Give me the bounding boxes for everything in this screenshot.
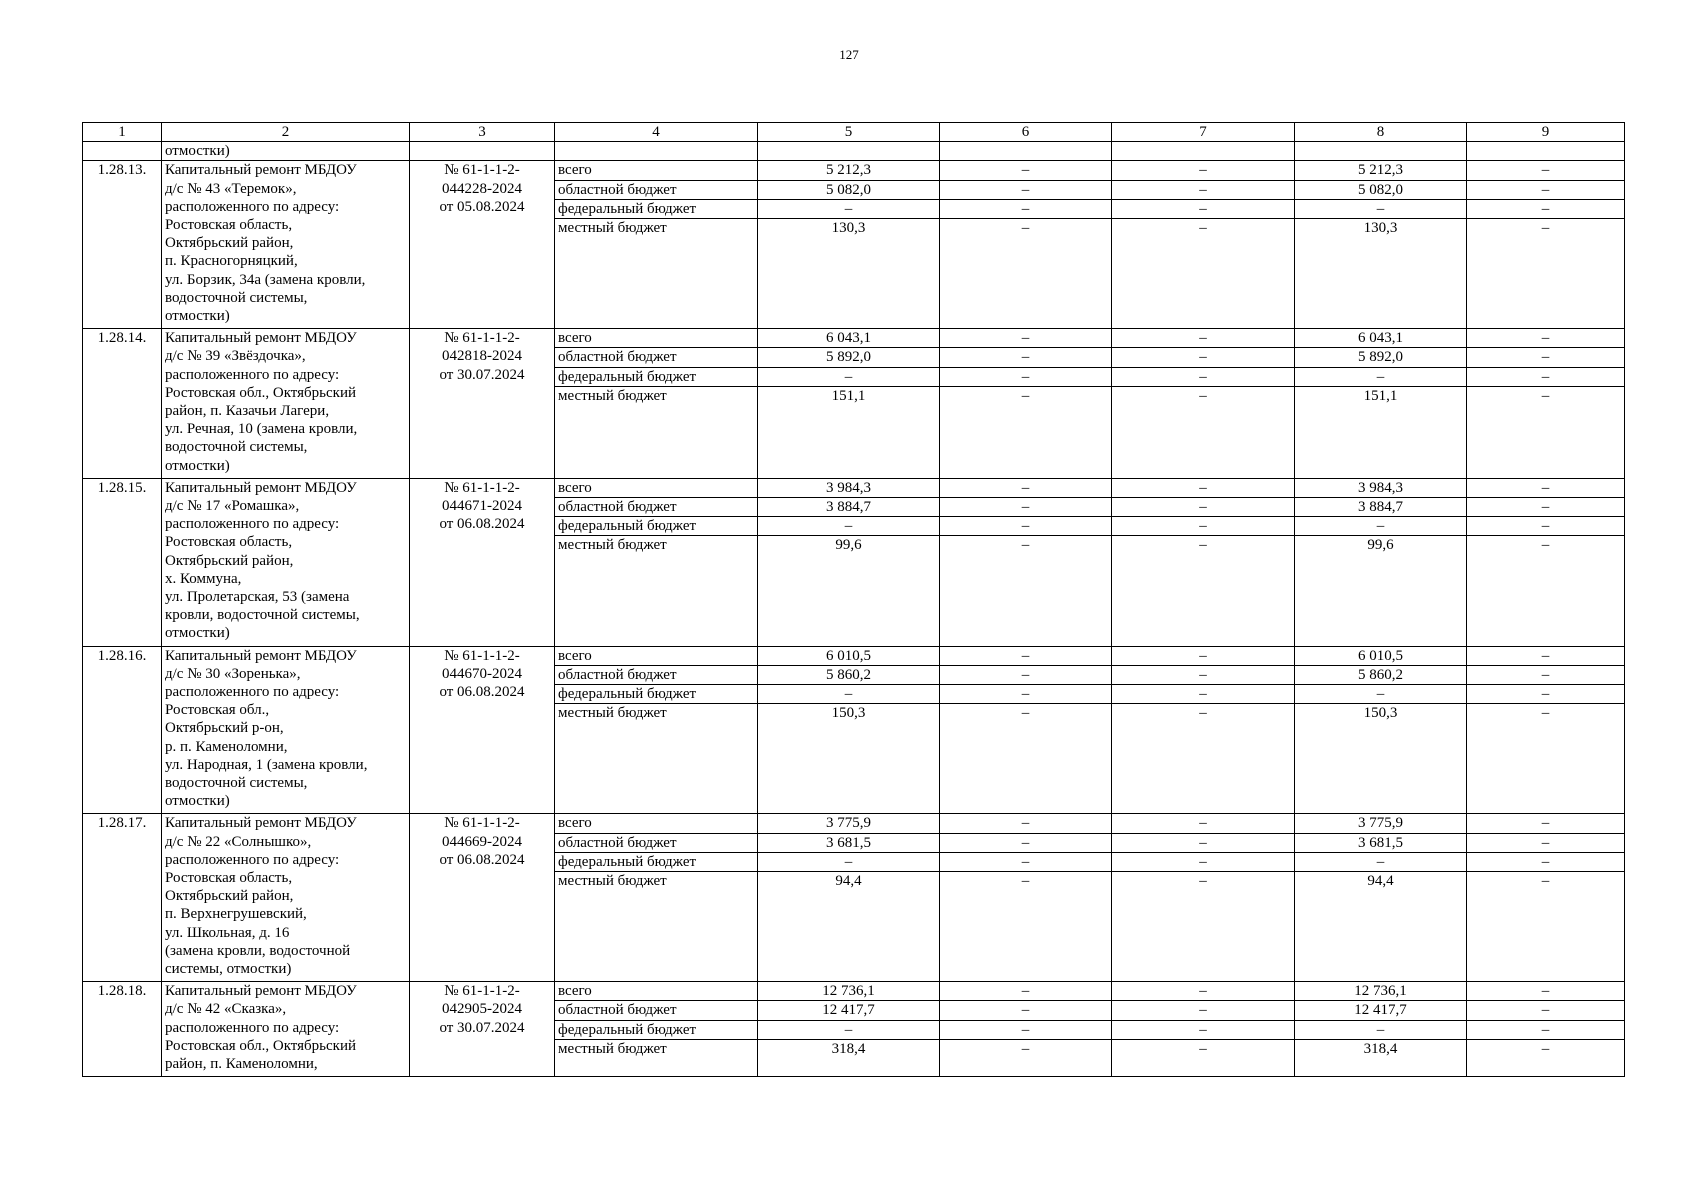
value-cell: 150,3 <box>1295 704 1467 814</box>
value-cell: 5 860,2 <box>1295 665 1467 684</box>
continuation-row <box>83 142 1625 161</box>
header-cell: 2 <box>162 123 410 142</box>
budget-source-cell: местный бюджет <box>555 1039 758 1076</box>
value-cell: – <box>758 852 940 871</box>
header-cell: 7 <box>1112 123 1295 142</box>
value-cell: – <box>1112 478 1295 497</box>
value-cell: – <box>940 386 1112 478</box>
budget-source-cell: федеральный бюджет <box>555 1020 758 1039</box>
budget-source-cell: местный бюджет <box>555 872 758 982</box>
document-cell: № 61-1-1-2- 042818-2024 от 30.07.2024 <box>410 329 555 479</box>
value-cell: – <box>1467 1020 1625 1039</box>
value-cell: – <box>1295 517 1467 536</box>
item-number-cell: 1.28.13. <box>83 161 162 329</box>
value-cell: – <box>940 348 1112 367</box>
value-cell: – <box>940 199 1112 218</box>
value-cell <box>1295 142 1467 161</box>
budget-source-cell: областной бюджет <box>555 498 758 517</box>
value-cell: – <box>1467 161 1625 180</box>
value-cell: – <box>1467 348 1625 367</box>
value-cell: – <box>1112 536 1295 646</box>
value-cell <box>1112 142 1295 161</box>
value-cell: – <box>1112 982 1295 1001</box>
document-cell: № 61-1-1-2- 044670-2024 от 06.08.2024 <box>410 646 555 814</box>
value-cell: – <box>1112 665 1295 684</box>
value-cell: – <box>1112 1001 1295 1020</box>
value-cell: – <box>1467 814 1625 833</box>
value-cell: 3 884,7 <box>1295 498 1467 517</box>
value-cell: – <box>1112 1020 1295 1039</box>
value-cell: 6 010,5 <box>1295 646 1467 665</box>
value-cell: 6 043,1 <box>1295 329 1467 348</box>
value-cell: – <box>940 872 1112 982</box>
value-cell: 5 082,0 <box>758 180 940 199</box>
value-cell <box>1467 142 1625 161</box>
value-cell: – <box>940 1020 1112 1039</box>
table-row <box>83 982 1625 1001</box>
value-cell: – <box>940 852 1112 871</box>
value-cell: – <box>1467 685 1625 704</box>
value-cell: – <box>1112 161 1295 180</box>
value-cell: – <box>940 685 1112 704</box>
value-cell: – <box>940 1001 1112 1020</box>
value-cell: 318,4 <box>1295 1039 1467 1076</box>
value-cell: – <box>1112 219 1295 329</box>
item-description-cell: Капитальный ремонт МБДОУ д/с № 17 «Ромашка», расположенного по адресу: Ростовская область, Октябрьский район, х. Коммуна, ул. Пролетарская, 53 (замена кровли, водосточной системы, отмостки) <box>162 478 410 646</box>
value-cell: 5 892,0 <box>758 348 940 367</box>
value-cell: – <box>940 982 1112 1001</box>
budget-source-cell: местный бюджет <box>555 219 758 329</box>
value-cell: 3 775,9 <box>758 814 940 833</box>
table-row <box>83 646 1625 665</box>
value-cell: – <box>940 517 1112 536</box>
value-cell: – <box>1112 852 1295 871</box>
document-cell <box>410 142 555 161</box>
budget-source-cell: федеральный бюджет <box>555 517 758 536</box>
value-cell: – <box>1295 367 1467 386</box>
value-cell: 5 892,0 <box>1295 348 1467 367</box>
value-cell: 3 984,3 <box>758 478 940 497</box>
value-cell: – <box>940 536 1112 646</box>
value-cell: 3 681,5 <box>758 833 940 852</box>
table-row <box>83 814 1625 833</box>
value-cell: – <box>1467 665 1625 684</box>
value-cell: 3 884,7 <box>758 498 940 517</box>
value-cell: 3 681,5 <box>1295 833 1467 852</box>
table-row <box>83 329 1625 348</box>
value-cell: – <box>940 219 1112 329</box>
value-cell: – <box>1467 1039 1625 1076</box>
value-cell: – <box>1112 199 1295 218</box>
value-cell: – <box>1467 833 1625 852</box>
value-cell: – <box>1467 199 1625 218</box>
document-cell: № 61-1-1-2- 044669-2024 от 06.08.2024 <box>410 814 555 982</box>
value-cell: – <box>940 704 1112 814</box>
header-cell: 9 <box>1467 123 1625 142</box>
value-cell: – <box>1295 1020 1467 1039</box>
header-cell: 3 <box>410 123 555 142</box>
value-cell: 151,1 <box>758 386 940 478</box>
value-cell: – <box>940 665 1112 684</box>
value-cell: 12 736,1 <box>758 982 940 1001</box>
value-cell: – <box>1467 982 1625 1001</box>
document-cell: № 61-1-1-2- 044671-2024 от 06.08.2024 <box>410 478 555 646</box>
value-cell: – <box>1467 367 1625 386</box>
value-cell: 130,3 <box>758 219 940 329</box>
budget-source-cell: областной бюджет <box>555 180 758 199</box>
value-cell: – <box>1467 219 1625 329</box>
header-cell: 8 <box>1295 123 1467 142</box>
budget-source-cell: федеральный бюджет <box>555 852 758 871</box>
value-cell: – <box>1467 498 1625 517</box>
value-cell: 12 417,7 <box>1295 1001 1467 1020</box>
header-cell: 6 <box>940 123 1112 142</box>
value-cell: 5 082,0 <box>1295 180 1467 199</box>
page-number: 127 <box>839 47 859 62</box>
value-cell: 6 010,5 <box>758 646 940 665</box>
budget-table <box>82 122 1625 1077</box>
value-cell: – <box>1112 348 1295 367</box>
item-description-cell: Капитальный ремонт МБДОУ д/с № 22 «Солнышко», расположенного по адресу: Ростовская область, Октябрьский район, п. Верхнегрушевский, ул. Школьная, д. 16 (замена кровли, водосточной системы, отмостки) <box>162 814 410 982</box>
value-cell <box>758 142 940 161</box>
header-row <box>83 123 1625 142</box>
value-cell: – <box>1467 517 1625 536</box>
value-cell: – <box>1112 180 1295 199</box>
value-cell: – <box>758 685 940 704</box>
value-cell: – <box>940 180 1112 199</box>
budget-source-cell: федеральный бюджет <box>555 685 758 704</box>
budget-source-cell: областной бюджет <box>555 348 758 367</box>
item-description-cell: Капитальный ремонт МБДОУ д/с № 39 «Звёздочка», расположенного по адресу: Ростовская обл., Октябрьский район, п. Казачьи Лагери, ул. Речная, 10 (замена кровли, водосточной системы, отмостки) <box>162 329 410 479</box>
value-cell: 151,1 <box>1295 386 1467 478</box>
value-cell: 5 212,3 <box>1295 161 1467 180</box>
value-cell: – <box>758 1020 940 1039</box>
value-cell: – <box>940 1039 1112 1076</box>
value-cell: 5 860,2 <box>758 665 940 684</box>
value-cell: – <box>1112 329 1295 348</box>
value-cell: – <box>1112 498 1295 517</box>
item-description-cell: Капитальный ремонт МБДОУ д/с № 30 «Зоренька», расположенного по адресу: Ростовская обл., Октябрьский р-он, р. п. Каменоломни, ул. Народная, 1 (замена кровли, водосточной системы, отмостки) <box>162 646 410 814</box>
value-cell: – <box>758 517 940 536</box>
value-cell: – <box>1467 1001 1625 1020</box>
value-cell: 3 984,3 <box>1295 478 1467 497</box>
value-cell: – <box>940 814 1112 833</box>
table-row <box>83 161 1625 180</box>
value-cell: – <box>1112 814 1295 833</box>
value-cell: – <box>1467 646 1625 665</box>
header-cell: 1 <box>83 123 162 142</box>
value-cell: – <box>940 161 1112 180</box>
value-cell: 12 417,7 <box>758 1001 940 1020</box>
value-cell: – <box>940 833 1112 852</box>
budget-source-cell: всего <box>555 329 758 348</box>
item-number-cell: 1.28.14. <box>83 329 162 479</box>
item-number-cell <box>83 142 162 161</box>
value-cell: 318,4 <box>758 1039 940 1076</box>
item-number-cell: 1.28.17. <box>83 814 162 982</box>
value-cell <box>940 142 1112 161</box>
budget-source-cell: всего <box>555 161 758 180</box>
value-cell: 3 775,9 <box>1295 814 1467 833</box>
value-cell: 99,6 <box>1295 536 1467 646</box>
value-cell: – <box>758 367 940 386</box>
value-cell: 130,3 <box>1295 219 1467 329</box>
budget-source-cell: областной бюджет <box>555 1001 758 1020</box>
budget-source-cell <box>555 142 758 161</box>
budget-source-cell: всего <box>555 646 758 665</box>
budget-source-cell: местный бюджет <box>555 386 758 478</box>
value-cell: – <box>1295 685 1467 704</box>
value-cell: – <box>758 199 940 218</box>
value-cell: – <box>1467 872 1625 982</box>
budget-source-cell: всего <box>555 478 758 497</box>
item-description-cell: отмостки) <box>162 142 410 161</box>
value-cell: – <box>1467 536 1625 646</box>
value-cell: – <box>1467 704 1625 814</box>
value-cell: 94,4 <box>1295 872 1467 982</box>
value-cell: – <box>1112 646 1295 665</box>
document-cell: № 61-1-1-2- 042905-2024 от 30.07.2024 <box>410 982 555 1077</box>
value-cell: – <box>1112 833 1295 852</box>
header-cell: 4 <box>555 123 758 142</box>
value-cell: – <box>1295 852 1467 871</box>
value-cell: – <box>940 498 1112 517</box>
value-cell: – <box>1112 367 1295 386</box>
value-cell: – <box>1467 329 1625 348</box>
budget-source-cell: местный бюджет <box>555 704 758 814</box>
table-row <box>83 478 1625 497</box>
value-cell: – <box>1295 199 1467 218</box>
value-cell: – <box>940 367 1112 386</box>
value-cell: – <box>1467 852 1625 871</box>
header-cell: 5 <box>758 123 940 142</box>
budget-source-cell: всего <box>555 982 758 1001</box>
value-cell: 99,6 <box>758 536 940 646</box>
value-cell: 94,4 <box>758 872 940 982</box>
value-cell: – <box>1112 685 1295 704</box>
item-number-cell: 1.28.18. <box>83 982 162 1077</box>
budget-source-cell: областной бюджет <box>555 665 758 684</box>
value-cell: 5 212,3 <box>758 161 940 180</box>
value-cell: 12 736,1 <box>1295 982 1467 1001</box>
value-cell: – <box>940 646 1112 665</box>
value-cell: – <box>1112 1039 1295 1076</box>
value-cell: – <box>1467 478 1625 497</box>
item-number-cell: 1.28.15. <box>83 478 162 646</box>
budget-source-cell: местный бюджет <box>555 536 758 646</box>
budget-source-cell: федеральный бюджет <box>555 199 758 218</box>
value-cell: – <box>1467 180 1625 199</box>
value-cell: – <box>940 329 1112 348</box>
item-number-cell: 1.28.16. <box>83 646 162 814</box>
value-cell: 150,3 <box>758 704 940 814</box>
value-cell: – <box>1112 704 1295 814</box>
value-cell: – <box>940 478 1112 497</box>
value-cell: – <box>1112 386 1295 478</box>
budget-source-cell: всего <box>555 814 758 833</box>
item-description-cell: Капитальный ремонт МБДОУ д/с № 43 «Теремок», расположенного по адресу: Ростовская область, Октябрьский район, п. Красногорняцкий, ул. Борзик, 34а (замена кровли, водосточной системы, отмостки) <box>162 161 410 329</box>
value-cell: – <box>1112 872 1295 982</box>
document-cell: № 61-1-1-2- 044228-2024 от 05.08.2024 <box>410 161 555 329</box>
value-cell: – <box>1112 517 1295 536</box>
item-description-cell: Капитальный ремонт МБДОУ д/с № 42 «Сказка», расположенного по адресу: Ростовская обл., Октябрьский район, п. Каменоломни, <box>162 982 410 1077</box>
value-cell: – <box>1467 386 1625 478</box>
budget-source-cell: областной бюджет <box>555 833 758 852</box>
value-cell: 6 043,1 <box>758 329 940 348</box>
budget-source-cell: федеральный бюджет <box>555 367 758 386</box>
